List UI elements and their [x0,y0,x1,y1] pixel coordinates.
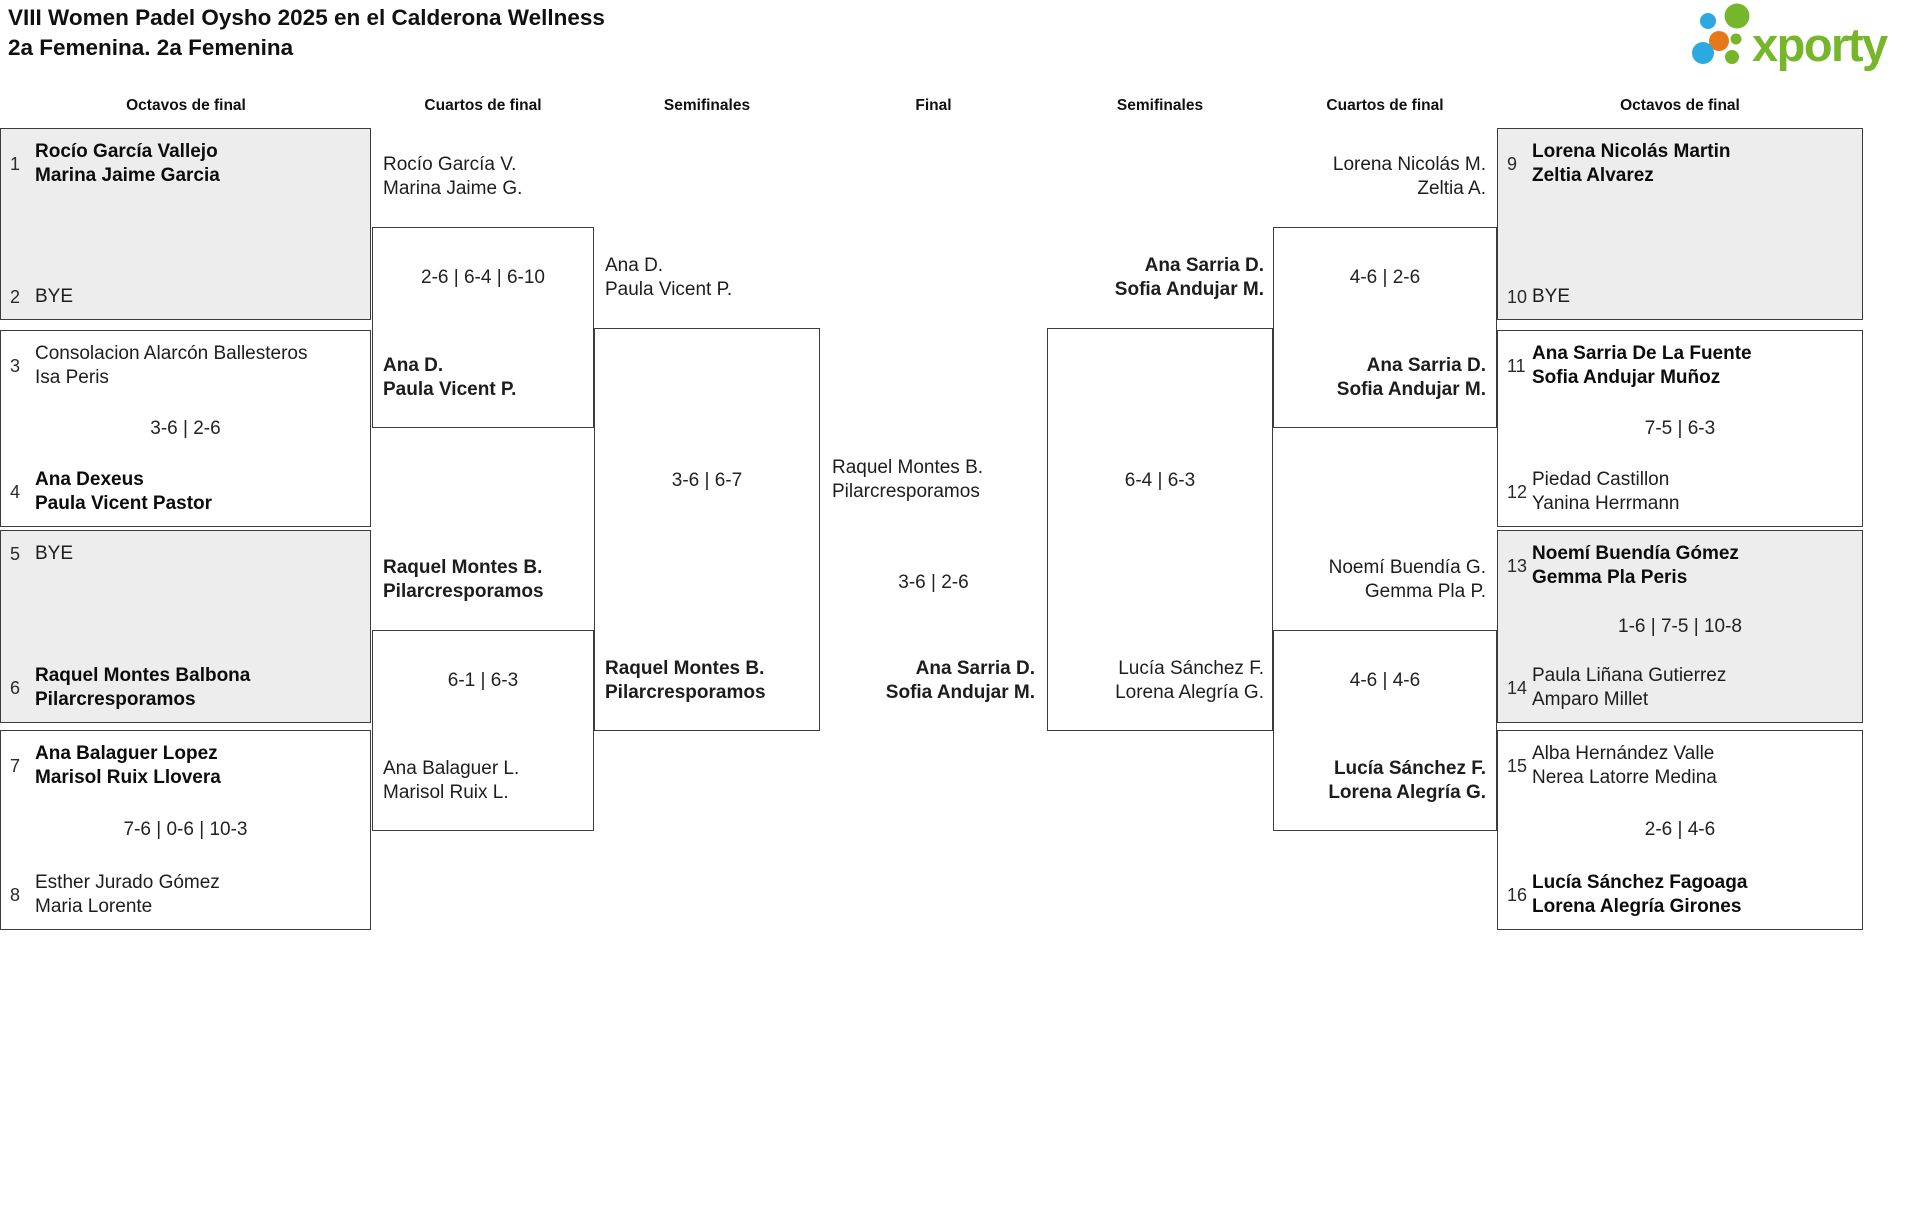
player-name: Paula Vicent P. [605,279,733,300]
team-name [1532,140,1731,188]
match-score: 7-5 | 6-3 [1644,417,1716,439]
team-slot [10,342,362,390]
seed-number: 8 [10,884,21,905]
player-name: Ana Sarria D. [915,658,1035,679]
player-name: Rocío García Vallejo [35,141,218,162]
match-score: 7-6 | 0-6 | 10-3 [123,819,248,840]
match-box-3-4 [0,330,371,527]
team-slot [10,871,362,919]
player-name: Raquel Montes B. [605,658,765,679]
qf-right-2-score: 4-6 | 4-6 [1349,670,1421,691]
player-name: Paula Vicent Pastor [35,493,213,514]
bye-label: BYE [35,543,74,564]
seed-number: 4 [10,481,21,502]
seed-number: 16 [1507,884,1528,905]
player-name: Lorena Alegría G. [1328,782,1486,803]
player-name: Lorena Nicolás M. [1332,154,1486,175]
team-name [1532,742,1717,790]
final-left-team [832,456,1037,504]
player-name: Noemí Buendía G. [1328,557,1486,578]
player-name: Pilarcresporamos [605,682,766,703]
team-name [35,285,73,309]
seed-number: 3 [10,355,21,376]
player-name: Marisol Ruix L. [383,782,509,803]
team-slot [10,285,362,309]
team-name [1532,871,1747,919]
match-box-13-14 [1497,530,1863,723]
team-name [35,871,220,919]
sf-right-bottom-team [1064,657,1264,705]
player-name: Piedad Castillon [1532,469,1670,490]
player-name: Paula Liñana Gutierrez [1532,665,1727,686]
match-box-11-12 [1497,330,1863,527]
qf-left-2-score: 6-1 | 6-3 [447,670,519,691]
final-right-team [835,657,1035,705]
player-name: Alba Hernández Valle [1532,743,1715,764]
qf-right-2-bottom-team [1286,757,1486,805]
qf-left-2-top-team [383,556,588,604]
bye-label: BYE [35,286,74,307]
player-name: Yanina Herrmann [1532,493,1680,514]
match-score: 3-6 | 2-6 [150,417,221,439]
round-header-final: Final [915,97,952,114]
player-name: Lucía Sánchez F. [1118,658,1264,679]
player-name: Amparo Millet [1532,689,1649,710]
player-name: Gemma Pla P. [1364,581,1486,602]
team-slot [1507,871,1854,919]
sf-left-top-team [605,254,810,302]
team-name [1532,285,1570,309]
seed-number: 14 [1507,677,1528,698]
round-header-cuartos-right: Cuartos de final [1326,97,1444,114]
tournament-title: VIII Women Padel Oysho 2025 en el Calderona Wellness [8,5,605,30]
player-name: Paula Vicent P. [383,379,517,400]
team-name [35,542,73,566]
player-name: Pilarcresporamos [383,581,544,602]
player-name: Raquel Montes B. [383,557,543,578]
xporty-logo-text: xporty [1752,18,1887,71]
match-score: 1-6 | 7-5 | 10-8 [1618,615,1742,637]
qf-left-1-bottom-team [383,354,588,402]
sf-right-top-team [1064,254,1264,302]
player-name: Rocío García V. [383,154,517,175]
team-slot [1507,140,1854,188]
xporty-logo-icon [1684,0,1920,80]
round-header-semis-right: Semifinales [1116,97,1204,114]
player-name: Sofia Andujar M. [885,682,1035,703]
player-name: Ana Sarria D. [1366,355,1486,376]
player-name: Ana Sarria De La Fuente [1532,343,1752,364]
seed-number: 12 [1507,481,1528,502]
team-slot [1507,468,1854,516]
seed-number: 2 [10,286,21,307]
player-name: Marina Jaime Garcia [35,165,220,186]
team-name [1532,468,1680,516]
seed-number: 15 [1507,755,1528,776]
team-slot [1507,342,1854,390]
qf-left-2-bottom-team [383,757,588,805]
team-slot [1507,542,1854,590]
player-name: Ana Sarria D. [1144,255,1264,276]
player-name: Esther Jurado Gómez [35,872,220,893]
player-name: Ana D. [383,355,444,376]
player-name: Pilarcresporamos [35,689,196,710]
player-name: Ana Dexeus [35,469,144,490]
seed-number: 5 [10,543,21,564]
qf-left-1-score: 2-6 | 6-4 | 6-10 [421,267,545,288]
round-header-cuartos-left: Cuartos de final [424,97,542,114]
player-name: Lucía Sánchez Fagoaga [1532,872,1748,893]
team-slot [1507,664,1854,712]
match-score: 2-6 | 4-6 [1644,819,1716,840]
bye-label: BYE [1532,286,1571,307]
player-name: Marina Jaime G. [383,178,523,199]
team-slot [10,542,362,566]
seed-number: 6 [10,677,21,698]
match-box-15-16 [1497,730,1863,930]
player-name: Noemí Buendía Gómez [1532,543,1739,564]
team-slot [10,468,362,516]
seed-number: 10 [1507,286,1528,307]
team-name [35,342,308,390]
qf-right-2-top-team [1286,556,1486,604]
team-slot [1507,742,1854,790]
seed-number: 13 [1507,555,1528,576]
player-name: Sofia Andujar M. [1336,379,1486,400]
player-name: Raquel Montes B. [832,457,984,478]
team-name [35,664,250,712]
seed-number: 11 [1507,355,1526,376]
page-title [8,3,605,63]
final-score: 3-6 | 2-6 [898,572,969,593]
qf-left-1-top-team [383,153,588,201]
team-name [35,742,221,790]
match-box-1-2 [0,128,371,320]
player-name: Ana D. [605,255,664,276]
team-name [35,468,212,516]
team-slot [10,742,362,790]
round-header-semis-left: Semifinales [663,97,751,114]
team-name [35,140,220,188]
player-name: Lorena Alegría Girones [1532,896,1742,917]
team-slot [1507,285,1854,309]
qf-right-1-top-team [1286,153,1486,201]
player-name: Nerea Latorre Medina [1532,767,1717,788]
qf-right-1-score: 4-6 | 2-6 [1349,267,1421,288]
player-name: Maria Lorente [35,896,153,917]
team-name [1532,664,1726,712]
player-name: Consolacion Alarcón Ballesteros [35,343,308,364]
player-name: Gemma Pla Peris [1532,567,1688,588]
player-name: Zeltia A. [1417,178,1486,199]
player-name: Sofia Andujar Muñoz [1532,367,1721,388]
player-name: Ana Balaguer L. [383,758,520,779]
player-name: Lorena Nicolás Martin [1532,141,1731,162]
player-name: Ana Balaguer Lopez [35,743,218,764]
match-box-5-6 [0,530,371,723]
team-name [1532,542,1739,590]
player-name: Sofia Andujar M. [1114,279,1264,300]
player-name: Marisol Ruix Llovera [35,767,221,788]
sf-right-score: 6-4 | 6-3 [1124,470,1196,491]
seed-number: 7 [10,755,21,776]
player-name: Raquel Montes Balbona [35,665,251,686]
round-header-octavos-right: Octavos de final [1620,97,1740,114]
match-box-7-8 [0,730,371,930]
seed-number: 1 [10,153,21,174]
player-name: Zeltia Alvarez [1532,165,1654,186]
player-name: Lorena Alegría G. [1115,682,1264,703]
player-name: Lucía Sánchez F. [1333,758,1486,779]
team-name [1532,342,1752,390]
player-name: Isa Peris [35,367,109,388]
sf-left-bottom-team [605,657,810,705]
seed-number: 9 [1507,153,1518,174]
sf-left-score: 3-6 | 6-7 [671,470,743,491]
team-slot [10,664,362,712]
player-name: Pilarcresporamos [832,481,980,502]
round-header-octavos-left: Octavos de final [126,97,246,114]
xporty-logo[interactable] [1684,0,1920,80]
qf-right-1-bottom-team [1286,354,1486,402]
category-subtitle: 2a Femenina. 2a Femenina [8,35,294,60]
team-slot [10,140,362,188]
match-box-9-10 [1497,128,1863,320]
